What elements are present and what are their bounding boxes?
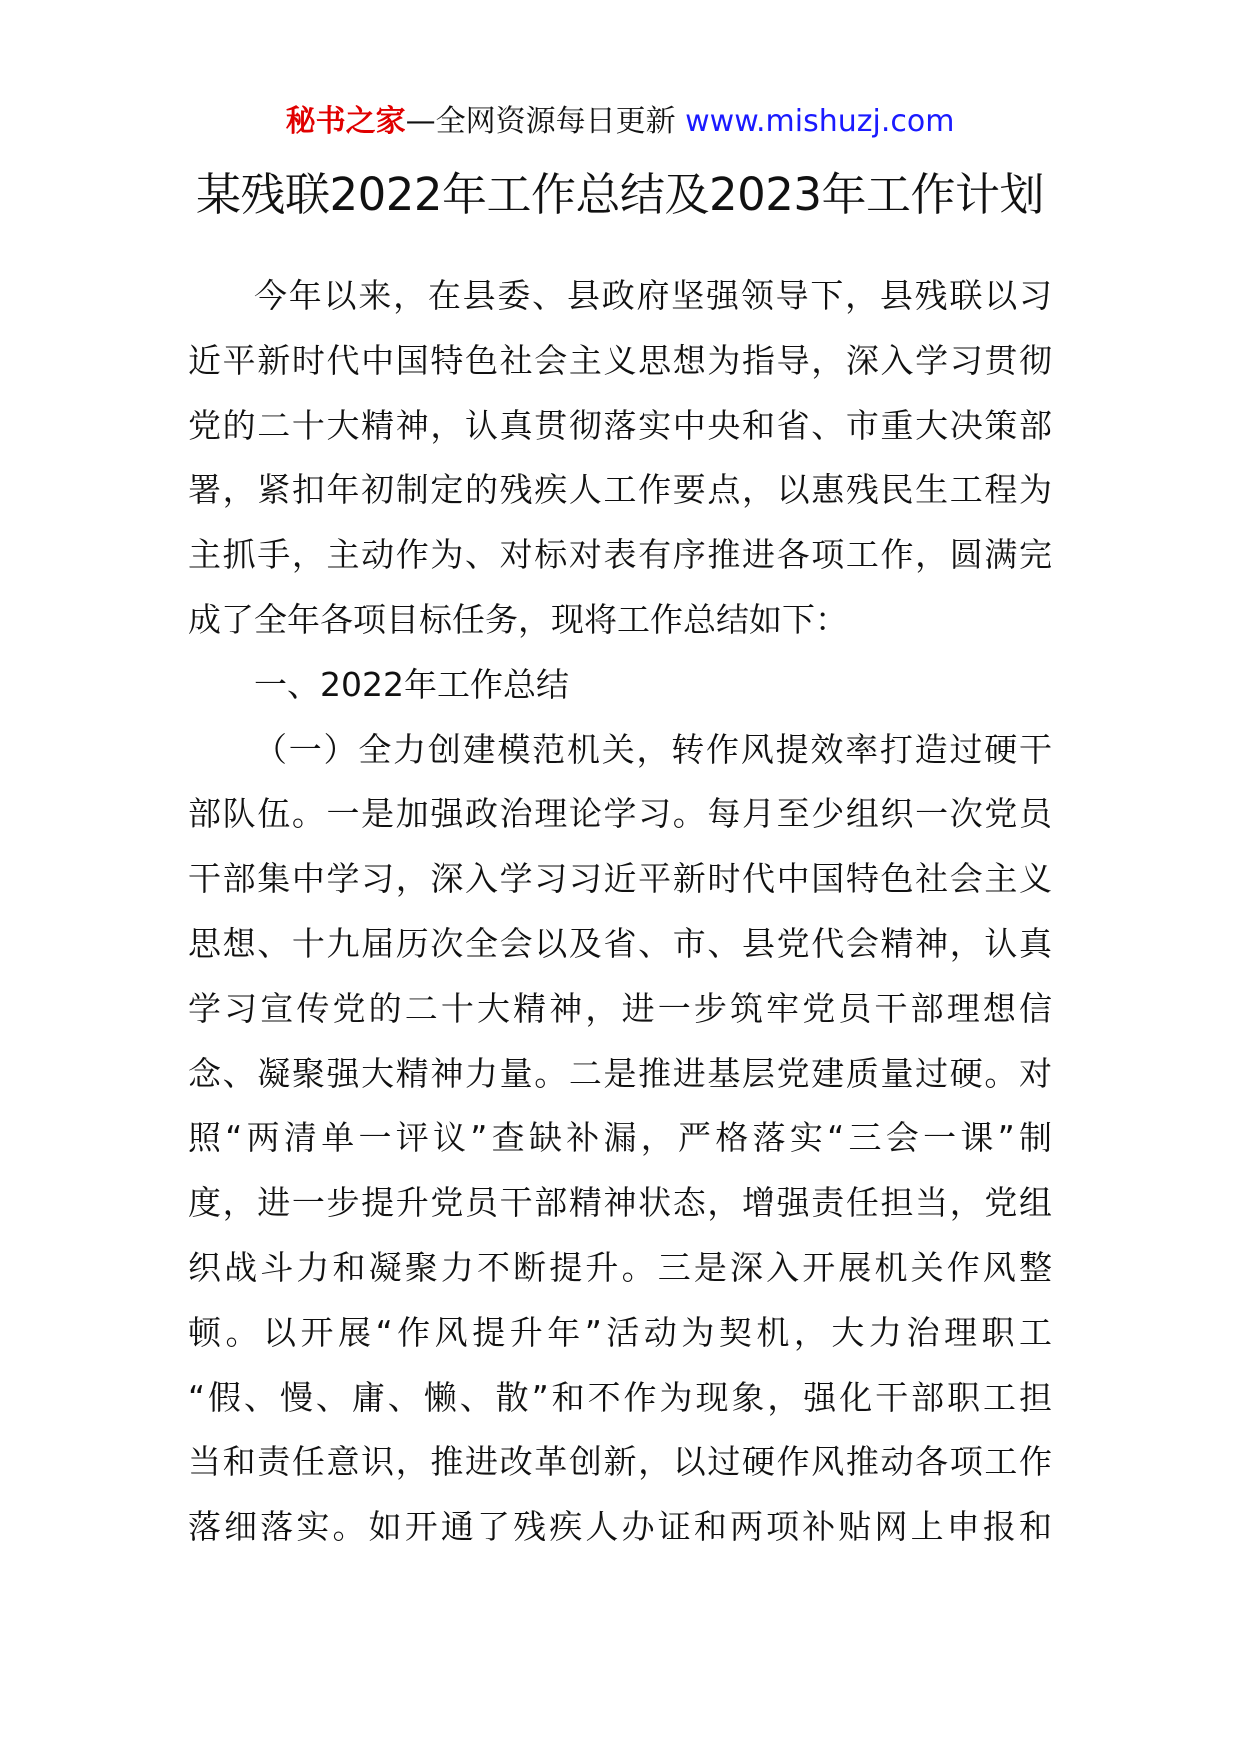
body-line: 照“两清单一评议”查缺补漏，严格落实“三会一课”制 [188, 1118, 1052, 1158]
body-line: 顿。以开展“作风提升年”活动为契机，大力治理职工 [188, 1312, 1052, 1352]
body-line: 主抓手，主动作为、对标对表有序推进各项工作，圆满完 [188, 535, 1052, 575]
site-url-link[interactable]: www.mishuzj.com [685, 104, 955, 139]
body-line: 当和责任意识，推进改革创新，以过硬作风推动各项工作 [188, 1442, 1052, 1482]
body-line: （一）全力创建模范机关，转作风提效率打造过硬干 [254, 729, 1052, 769]
section-heading: 一、2022年工作总结 [254, 664, 569, 704]
body-line: 织战斗力和凝聚力不断提升。三是深入开展机关作风整 [188, 1247, 1052, 1287]
site-brand: 秘书之家 [285, 104, 406, 139]
document-body [188, 264, 1052, 1560]
body-line: 部队伍。一是加强政治理论学习。每月至少组织一次党员 [188, 794, 1052, 834]
body-line: 落细落实。如开通了残疾人办证和两项补贴网上申报和 [188, 1507, 1052, 1547]
body-line: 学习宣传党的二十大精神，进一步筑牢党员干部理想信 [188, 988, 1052, 1028]
body-line: 今年以来，在县委、县政府坚强领导下，县残联以习 [254, 276, 1052, 315]
body-line: 署，紧扣年初制定的残疾人工作要点，以惠残民生工程为 [188, 470, 1052, 510]
body-line: 思想、十九届历次全会以及省、市、县党代会精神，认真 [188, 923, 1052, 963]
body-line: 度，进一步提升党员干部精神状态，增强责任担当，党组 [188, 1183, 1052, 1223]
body-line: 近平新时代中国特色社会主义思想为指导，深入学习贯彻 [188, 340, 1052, 380]
body-line: 党的二十大精神，认真贯彻落实中央和省、市重大决策部 [188, 405, 1052, 445]
body-line: 干部集中学习，深入学习习近平新时代中国特色社会主义 [188, 859, 1052, 899]
site-header [0, 100, 1240, 144]
body-line: 念、凝聚强大精神力量。二是推进基层党建质量过硬。对 [188, 1053, 1052, 1093]
document-title: 某残联2022年工作总结及2023年工作计划 [195, 168, 1045, 221]
body-line: 成了全年各项目标任务，现将工作总结如下： [188, 599, 848, 639]
site-tagline: —全网资源每日更新 [405, 104, 686, 139]
body-line: “假、慢、庸、懒、散”和不作为现象，强化干部职工担 [188, 1377, 1052, 1417]
